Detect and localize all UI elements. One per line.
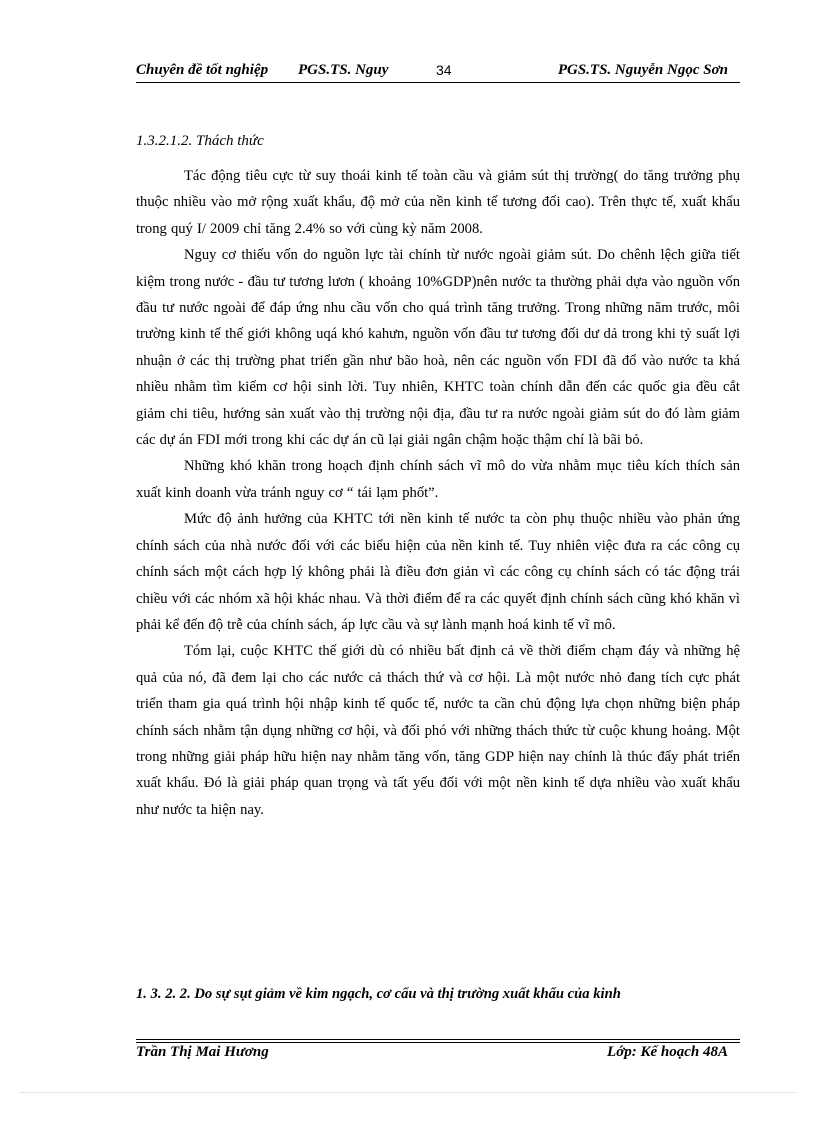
paragraph: Tóm lại, cuộc KHTC thế giới dù có nhiều bất định cả về thời điểm chạm đáy và những hệ quả của nó, đã đem lại cho các nước cả thách thứ và cơ hội. Là một nước nhỏ đang tích cực phát triển tham gia quá trình hội nhập kinh tế quốc tế, nước ta cần chủ động lựa chọn những biện pháp chính sách nhằm tận dụng những cơ hội, và đối phó với những thách thức từ cuộc khung hoảng. Một trong những giải pháp hữu hiện nay nhằm tăng vốn, tăng GDP hiện nay chính là thúc đẩy phát triển xuất khẩu. Đó là giải pháp quan trọng và tất yếu đối với một nền kinh tế dựa nhiều vào xuất khẩu như nước ta hiện nay.	[136, 643, 740, 818]
page-footer	[136, 1044, 740, 1068]
paragraph: Nguy cơ thiếu vốn do nguồn lực tài chính từ nước ngoài giảm sút. Do chênh lệch giữa tiết kiệm trong nước - đầu tư tương lươn ( khoảng 10%GDP)nên nước ta thường phải dựa vào nguồn vốn đầu tư nước ngoài để đáp ứng nhu cầu vốn cho quá trình tăng trưởng. Trong những năm trước, môi trường kinh tế thế giới không uqá khó kahưn, nguồn vốn đầu tư tương đối dư dả trong khi tỷ suất lợi nhuận ở các thị trường phat triển gần như bão hoà, nên các nguồn vốn FDI đã đổ vào nước ta khá nhiều nhằm tìm kiếm cơ hội sinh lời. Tuy nhiên, KHTC toàn chính dẫn đến các quốc gia đều cắt giảm chi tiêu, hướng sản xuất vào thị trường nội địa, đầu tư ra nước ngoài giảm sút do đó làm giảm các dự án FDI mới trong khi các dự án cũ lại giải ngân chậm hoặc thậm chí là bãi bỏ.	[136, 247, 740, 449]
paragraph: Những khó khăn trong hoạch định chính sách vĩ mô do vừa nhằm mục tiêu kích thích sản xuất kinh doanh vừa tránh nguy cơ “ tái lạm phốt”.	[136, 458, 740, 501]
page-body	[136, 131, 740, 823]
header-document-type: Chuyên đề tốt nghiệp	[136, 62, 269, 78]
header-advisor-truncated: PGS.TS. Nguy	[298, 62, 389, 78]
paragraph: Tác động tiêu cực từ suy thoái kinh tế toàn cầu và giảm sút thị trường( do tăng trưởng phụ thuộc nhiều vào mở rộng xuất khẩu, độ mở của nền kinh tế tương đối cao). Trên thực tế, xuất khẩu trong quý I/ 2009 chỉ tăng 2.4% so với cùng kỳ năm 2008.	[136, 168, 740, 237]
next-section-heading: 1. 3. 2. 2. Do sự sụt giảm về kim ngạch, cơ cấu và thị trường xuất khẩu của kinh	[136, 986, 621, 1002]
section-subtitle: 1.3.2.1.2. Thách thức	[136, 133, 264, 149]
footer-author: Trần Thị Mai Hương	[136, 1044, 269, 1060]
footer-rule-lower	[136, 1042, 740, 1043]
page-number: 34	[436, 62, 452, 78]
paragraph: Mức độ ảnh hưởng của KHTC tới nền kinh tế nước ta còn phụ thuộc nhiều vào phản ứng chính sách của nhà nước đối với các biểu hiện của nền kinh tế. Tuy nhiên việc đưa ra các công cụ chính sách một cách hợp lý không phải là điều đơn giản vì các công cụ chính sách có tác động trái chiều với các nhóm xã hội khác nhau. Và thời điểm để ra các quyết định chính sách cũng khó khăn vì phải kể đến độ trễ của chính sách, áp lực cầu và sự lành mạnh hoá kinh tế vĩ mô.	[136, 511, 740, 633]
footer-class: Lớp: Kế hoạch 48A	[607, 1044, 728, 1060]
page-header	[136, 60, 740, 84]
page-edge-dotted-line	[20, 1092, 796, 1093]
header-advisor: PGS.TS. Nguyễn Ngọc Sơn	[557, 62, 728, 78]
header-rule	[136, 82, 740, 83]
footer-rule-upper	[136, 1039, 740, 1040]
